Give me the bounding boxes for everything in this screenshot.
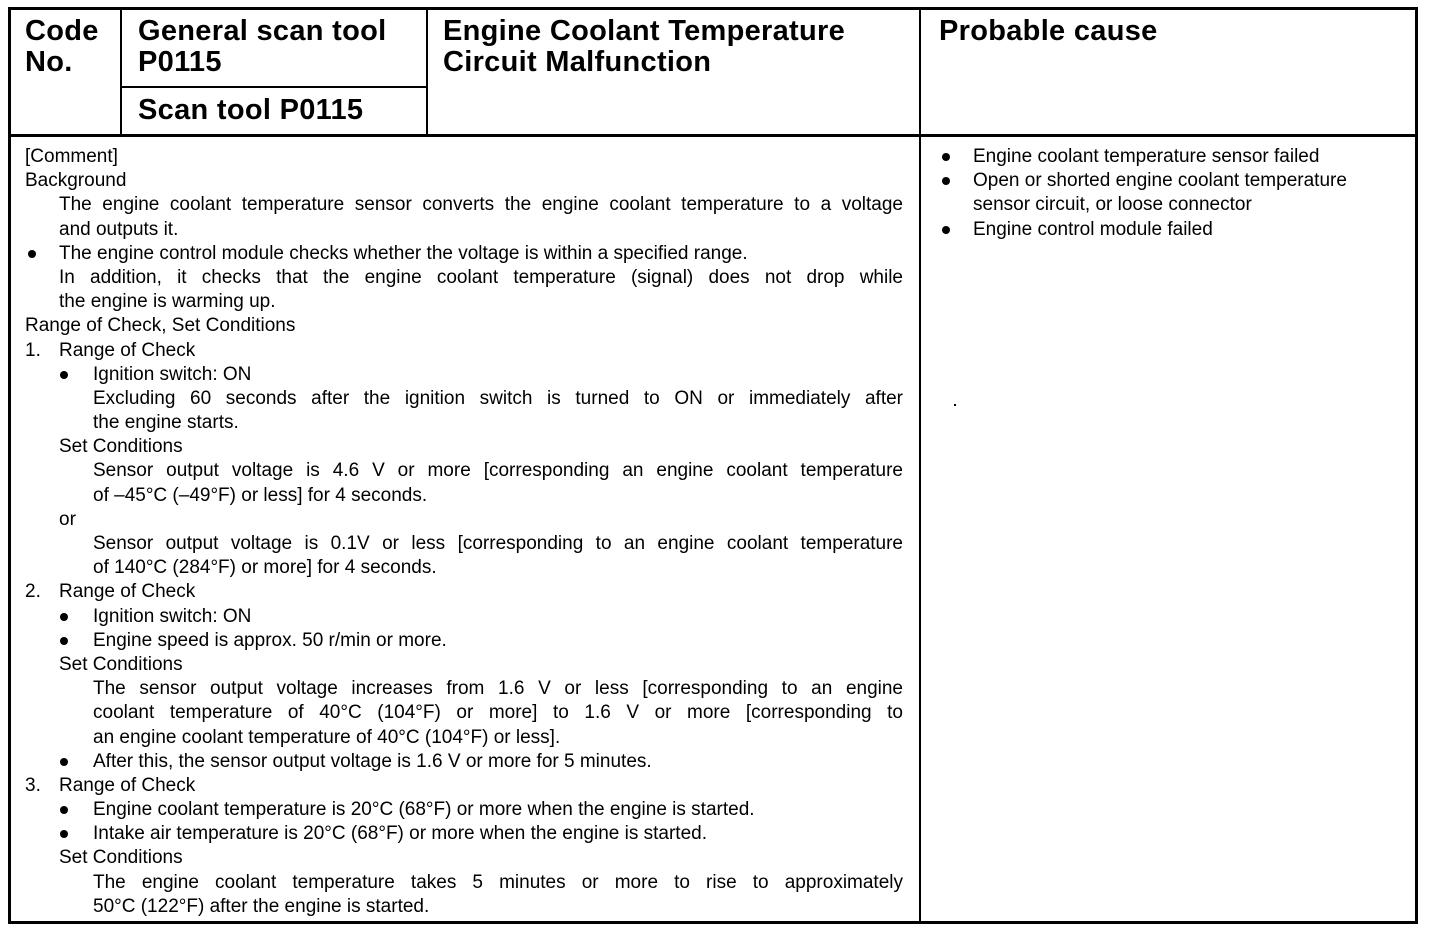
- list-item-cont: the engine is warming up.: [59, 291, 276, 313]
- list-item: The engine control module checks whether the voltage is within a specified range.: [59, 242, 903, 266]
- list-item: Excluding 60 seconds after the ignition switch is turned to ON or immediately after: [93, 387, 903, 411]
- background-label: Background: [25, 170, 127, 192]
- stray-dot: [954, 404, 956, 406]
- list-item-cont: and outputs it.: [59, 218, 179, 240]
- probable-cause-header: [939, 16, 1158, 47]
- cause-col-divider: [919, 7, 921, 924]
- set-conditions-label: Set Conditions: [59, 436, 183, 458]
- list-item: Intake air temperature is 20°C (68°F) or more when the engine is started.: [93, 822, 903, 846]
- range-set-label: Range of Check, Set Conditions: [25, 315, 296, 337]
- list-item-cont: of –45°C (–49°F) or less] for 4 seconds.: [93, 484, 428, 506]
- list-item: Sensor output voltage is 0.1V or less [corresponding to an engine coolant temperature: [93, 532, 903, 556]
- list-item: Engine speed is approx. 50 r/min or more.: [93, 629, 903, 653]
- scan-col-divider: [426, 7, 428, 137]
- scan-tool-divider: [120, 86, 428, 88]
- bullet-icon: [60, 830, 68, 838]
- cause-item: Open or shorted engine coolant temperature: [973, 169, 1403, 193]
- code-no-header: [25, 16, 115, 78]
- set-conditions-label: Set Conditions: [59, 653, 183, 675]
- scan-tool-header: [138, 95, 363, 126]
- set-conditions-label: Set Conditions: [59, 847, 183, 869]
- list-item-cont: an engine coolant temperature of 40°C (104°F) or less].: [93, 726, 561, 748]
- code-col-divider: [120, 7, 122, 137]
- list-item-cont: of 140°C (284°F) or more] for 4 seconds.: [93, 557, 437, 579]
- scan-tool-text: Scan tool P0115: [138, 94, 364, 126]
- comment-label: [Comment]: [25, 146, 118, 167]
- title-text: Engine Coolant Temperature Circuit Malfunction: [443, 15, 846, 78]
- list-item: The engine coolant temperature sensor converts the engine coolant temperature to a voltage: [59, 193, 903, 217]
- cause-item-cont: sensor circuit, or loose connector: [973, 194, 1252, 216]
- general-scan-tool-text: General scan tool P0115: [138, 15, 387, 78]
- bullet-icon: [942, 153, 950, 161]
- probable-cause-column: [973, 145, 1403, 242]
- list-item: Ignition switch: ON: [93, 363, 903, 387]
- numbered-item: 1. Range of Check: [59, 339, 903, 363]
- list-item: Ignition switch: ON: [93, 605, 903, 629]
- bullet-icon: [60, 613, 68, 621]
- bullet-icon: [60, 637, 68, 645]
- code-no-text: Code No.: [25, 15, 99, 78]
- item-number: 2.: [25, 581, 41, 603]
- list-item-cont: coolant temperature of 40°C (104°F) or more] to 1.6 V or more [corresponding to: [93, 702, 903, 724]
- list-item: Sensor output voltage is 4.6 V or more [corresponding an engine coolant temperature: [93, 459, 903, 483]
- or-label: or: [59, 508, 76, 530]
- general-scan-tool-header: [138, 16, 418, 78]
- numbered-item: 2. Range of Check: [59, 580, 903, 604]
- bullet-icon: [28, 250, 36, 258]
- item-number: 1.: [25, 339, 41, 361]
- list-item-cont: 50°C (122°F) after the engine is started.: [93, 895, 430, 917]
- cause-item: Engine control module failed: [973, 218, 1403, 242]
- list-item: The engine coolant temperature takes 5 minutes or more to rise to approximately: [93, 871, 903, 895]
- numbered-item: 3. Range of Check: [59, 774, 903, 798]
- item-number: 3.: [25, 774, 41, 796]
- list-item: After this, the sensor output voltage is 1.6 V or more for 5 minutes.: [93, 750, 903, 774]
- list-item-cont: In addition, it checks that the engine coolant temperature (signal) does not drop while: [59, 266, 903, 288]
- bullet-icon: [60, 371, 68, 379]
- comment-column: [25, 145, 903, 919]
- bullet-icon: [942, 226, 950, 234]
- list-item: Engine coolant temperature is 20°C (68°F) or more when the engine is started.: [93, 798, 903, 822]
- probable-cause-text: Probable cause: [939, 15, 1158, 47]
- bullet-icon: [60, 758, 68, 766]
- header-divider: [8, 134, 1418, 137]
- list-item: The sensor output voltage increases from 1.6 V or less [corresponding to an engine: [93, 677, 903, 701]
- bullet-icon: [60, 806, 68, 814]
- cause-item: Engine coolant temperature sensor failed: [973, 145, 1403, 169]
- list-item-cont: the engine starts.: [93, 412, 239, 434]
- page-title: [443, 16, 913, 78]
